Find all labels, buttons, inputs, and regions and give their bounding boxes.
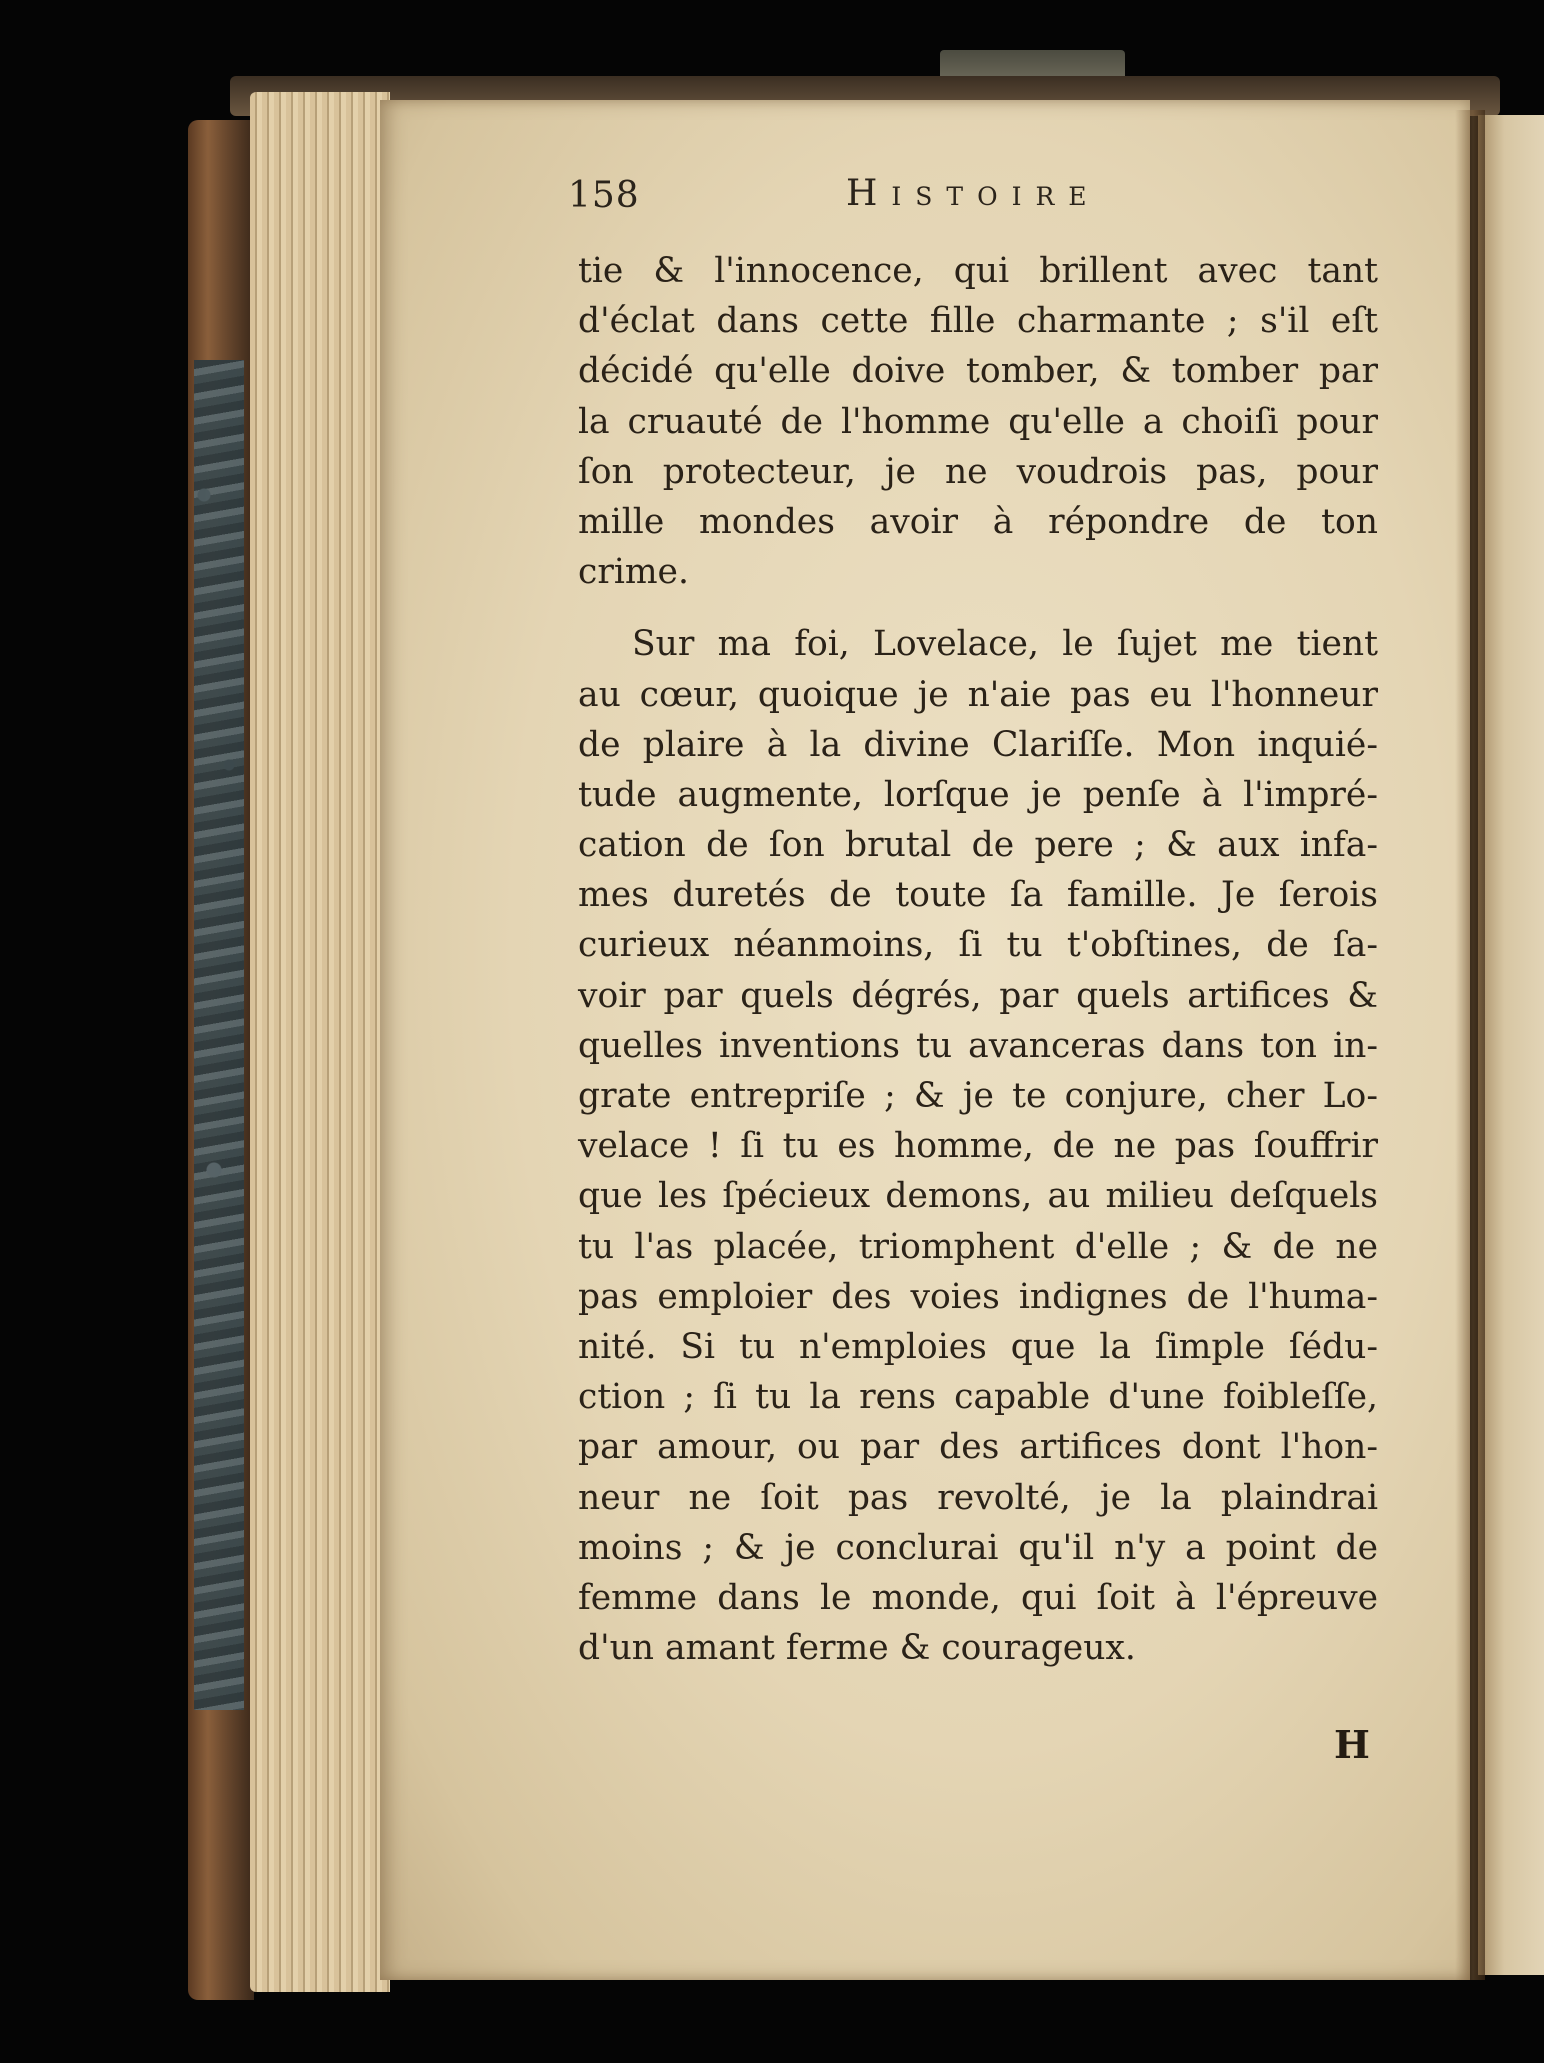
text-line: velace ! ſi tu es homme, de ne pas ſouffrir (578, 1126, 1378, 1167)
text-line: curieux néanmoins, ſi tu t'obſtines, de ſa- (578, 925, 1378, 966)
text-line: neur ne ſoit pas revolté, je la plaindrai (578, 1477, 1378, 1518)
paragraph-2 (578, 619, 1378, 1673)
text-line: la cruauté de l'homme qu'elle a choiſi pour (578, 401, 1378, 442)
text-line: de plaire à la divine Clariſſe. Mon inquié- (578, 724, 1378, 765)
text-line: pas emploier des voies indignes de l'huma- (578, 1276, 1378, 1317)
running-head: Histoire (846, 173, 1101, 214)
page-text (578, 246, 1378, 1673)
page-gutter (1455, 110, 1485, 1980)
text-line: quelles inventions tu avanceras dans ton in- (578, 1025, 1378, 1066)
page-number: 158 (568, 175, 640, 216)
text-line: nité. Si tu n'emploies que la ſimple ſédu- (578, 1326, 1378, 1367)
text-line: femme dans le monde, qui ſoit à l'épreuve (578, 1577, 1378, 1618)
marbled-board (194, 360, 244, 1710)
paragraph-gap (578, 597, 1378, 619)
text-line: ction ; ſi tu la rens capable d'une foibleſſe, (578, 1377, 1378, 1418)
text-line: d'un amant ferme & courageux. (578, 1628, 1136, 1669)
text-line: mille mondes avoir à répondre de ton (578, 501, 1378, 542)
text-line: que les ſpécieux demons, au milieu deſquels (578, 1176, 1378, 1217)
facing-page (1478, 115, 1544, 1975)
text-line: tu l'as placée, triomphent d'elle ; & de ne (578, 1226, 1378, 1267)
text-line: d'éclat dans cette fille charmante ; s'il eſt (578, 301, 1378, 342)
text-line: décidé qu'elle doive tomber, & tomber par (578, 351, 1378, 392)
signature-mark: H (1334, 1722, 1370, 1767)
text-line: voir par quels dégrés, par quels artifices & (578, 975, 1378, 1016)
paragraph-1 (578, 246, 1378, 597)
text-line: au cœur, quoique je n'aie pas eu l'honneur (578, 674, 1378, 715)
page-edges (250, 92, 390, 1992)
text-line: tude augmente, lorſque je penſe à l'impré- (578, 774, 1378, 815)
text-line: moins ; & je conclurai qu'il n'y a point de (578, 1527, 1378, 1568)
text-line: grate entrepriſe ; & je te conjure, cher Lo- (578, 1076, 1378, 1116)
text-line: ſon protecteur, je ne voudrois pas, pour (578, 451, 1378, 492)
text-line: tie & l'innocence, qui brillent avec tant (578, 251, 1378, 291)
text-line: par amour, ou par des artifices dont l'hon- (578, 1427, 1378, 1468)
page-header (568, 165, 1368, 225)
text-line: cation de ſon brutal de pere ; & aux infa- (578, 825, 1378, 866)
text-line: Sur ma foi, Lovelace, le ſujet me tient (632, 624, 1378, 665)
text-line: crime. (578, 552, 689, 593)
text-line: mes duretés de toute ſa famille. Je ſerois (578, 875, 1378, 916)
